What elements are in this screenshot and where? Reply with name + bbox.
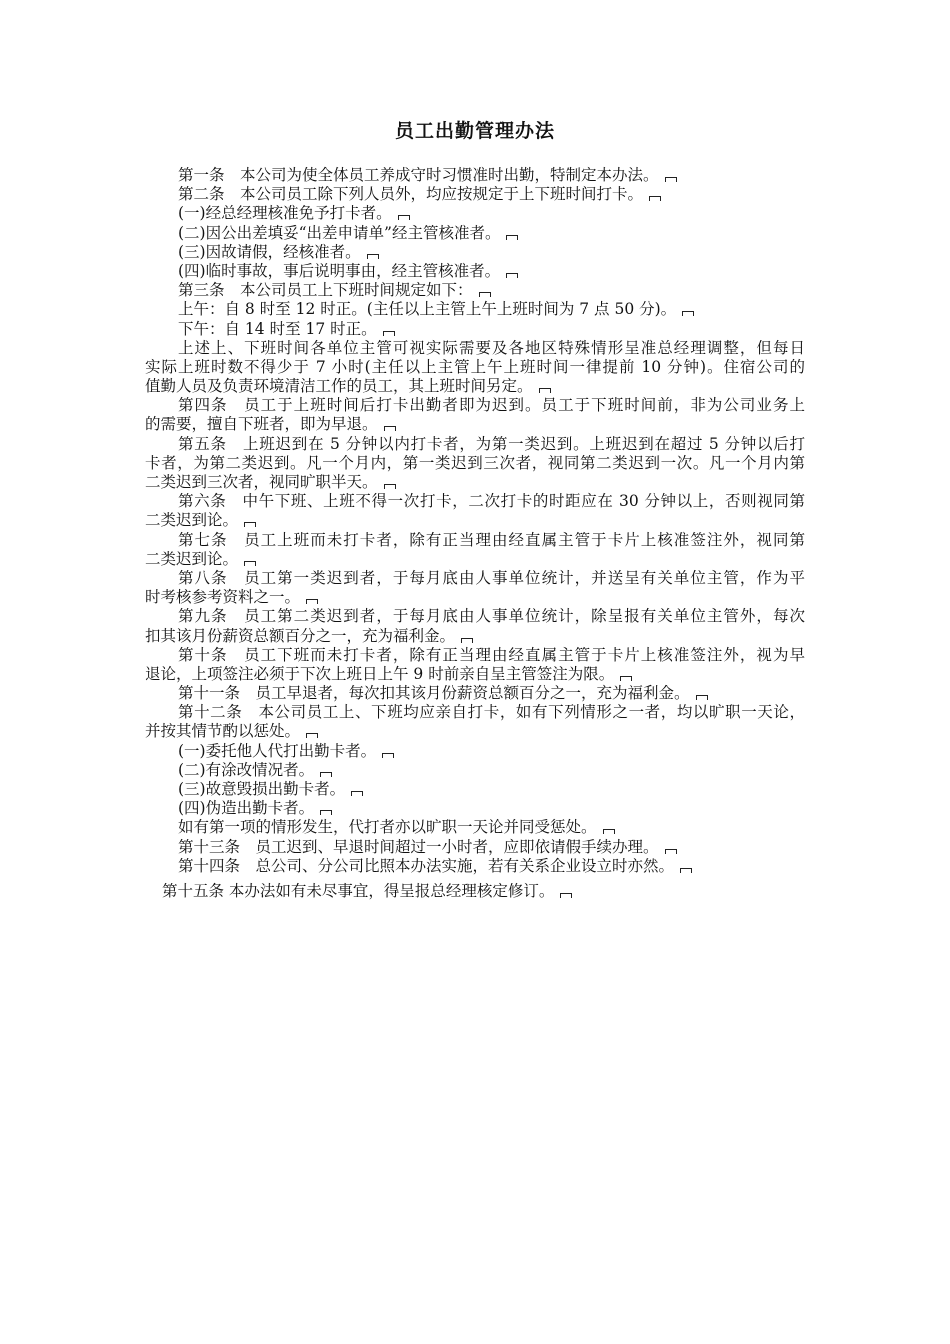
line-text: 的需要，擅自下班者，即为早退。: [145, 415, 378, 434]
line-text: 第八条 员工第一类迟到者，于每月底由人事单位统计，并送呈有关单位主管，作为平: [178, 568, 805, 587]
line-text: (四)伪造出勤卡者。: [178, 799, 315, 818]
paragraph: [145, 818, 805, 837]
line-text: 第四条 员工于上班时间后打卡出勤者即为迟到。员工于下班时间前，非为公司业务上: [178, 396, 805, 415]
text-line: [145, 243, 805, 262]
paragraph-mark-icon: [665, 849, 677, 854]
paragraph-mark-icon: [382, 753, 394, 758]
paragraph: [145, 166, 805, 185]
line-text: 上午：自 8 时至 12 时正。(主任以上主管上午上班时间为 7 点 50 分)。: [178, 300, 677, 319]
paragraph: [145, 569, 805, 607]
text-line: [145, 742, 805, 761]
text-line: [145, 377, 805, 396]
paragraph-article-15: [162, 882, 572, 901]
line-text: 实际上班时数不得少于 7 小时(主任以上主管上午上班时间一律提前 10 分钟)。住宿公司的: [145, 357, 805, 376]
paragraph: [145, 684, 805, 703]
text-line: [145, 531, 805, 550]
text-line: [145, 492, 805, 511]
paragraph-mark-icon: [479, 292, 491, 297]
paragraph-mark-icon: [506, 235, 518, 240]
paragraph: [145, 339, 805, 397]
text-line: [145, 204, 805, 223]
line-text: (二)有涂改情况者。: [178, 760, 315, 779]
paragraph: [145, 185, 805, 204]
paragraph-mark-icon: [461, 638, 473, 643]
text-line: [145, 780, 805, 799]
line-text: 二类迟到三次者，视同旷职半天。: [145, 473, 378, 491]
text-line: [145, 300, 805, 319]
text-line: [145, 224, 805, 243]
text-line: [145, 281, 805, 300]
line-text: 第六条 中午下班、上班不得一次打卡，二次打卡的时距应在 30 分钟以上，否则视同第: [178, 492, 805, 511]
paragraph: [145, 761, 805, 780]
line-text: (三)因故请假，经核准者。: [178, 242, 361, 261]
paragraph-mark-icon: [398, 215, 410, 220]
line-text: 下午：自 14 时至 17 时正。: [178, 319, 377, 338]
line-text: 扣其该月份薪资总额百分之一，充为福利金。: [145, 626, 456, 645]
paragraph: [145, 281, 805, 300]
text-line: [145, 396, 805, 415]
paragraph-mark-icon: [320, 772, 332, 777]
paragraph-mark-icon: [620, 676, 632, 681]
paragraph-mark-icon: [506, 273, 518, 278]
text-line: [145, 703, 805, 722]
text-line: [145, 684, 805, 703]
line-text: 二类迟到论。: [145, 511, 239, 530]
line-text: 二类迟到论。: [145, 549, 239, 568]
line-text: (三)故意毁损出勤卡者。: [178, 780, 346, 798]
text-line: [145, 473, 805, 492]
text-line: [145, 358, 805, 377]
line-text: 第二条 本公司员工除下列人员外，均应按规定于上下班时间打卡。: [178, 185, 644, 204]
line-text: 第七条 员工上班而未打卡者，除有正当理由经直属主管于卡片上核准签注外，视同第: [178, 530, 805, 549]
text-line: [145, 166, 805, 185]
text-line: [145, 761, 805, 780]
paragraph-text: 第十五条 本办法如有未尽事宜，得呈报总经理核定修订。: [162, 882, 555, 900]
text-line: [145, 857, 805, 876]
paragraph: [145, 243, 805, 262]
line-text: 如有第一项的情形发生，代打者亦以旷职一天论并同受惩处。: [178, 818, 597, 837]
text-line: [145, 569, 805, 588]
line-text: 上述上、下班时间各单位主管可视实际需要及各地区特殊情形呈准总经理调整，但每日: [178, 338, 805, 357]
paragraph-mark-icon: [603, 829, 615, 834]
text-line: [145, 665, 805, 684]
paragraph: [145, 204, 805, 223]
text-line: [145, 607, 805, 626]
paragraph-mark-icon: [539, 388, 551, 393]
paragraph-mark-icon: [367, 254, 379, 259]
paragraph-mark-icon: [384, 484, 396, 489]
line-text: 第九条 员工第二类迟到者，于每月底由人事单位统计，除呈报有关单位主管外，每次: [178, 607, 805, 626]
text-line: [145, 339, 805, 358]
text-line: [145, 415, 805, 434]
paragraph-mark-icon: [682, 311, 694, 316]
paragraph-mark-icon: [351, 791, 363, 796]
text-line: [145, 185, 805, 204]
line-text: (四)临时事故，事后说明事由，经主管核准者。: [178, 261, 501, 280]
text-line: [145, 262, 805, 281]
paragraph: [145, 857, 805, 876]
line-text: 第十四条 总公司、分公司比照本办法实施，若有关系企业设立时亦然。: [178, 856, 675, 875]
line-text: 第一条 本公司为使全体员工养成守时习惯准时出勤，特制定本办法。: [178, 166, 659, 184]
line-text: (一)委托他人代打出勤卡者。: [178, 741, 377, 760]
paragraph-mark-icon: [383, 331, 395, 336]
text-line: [145, 799, 805, 818]
paragraph: [145, 300, 805, 319]
line-text: (一)经总经理核准免予打卡者。: [178, 204, 392, 223]
line-text: 值勤人员及负责环境清洁工作的员工，其上班时间另定。: [145, 377, 533, 396]
line-text: 退论，上项签注必须于下次上班日上午 9 时前亲自呈主管签注为限。: [145, 664, 615, 683]
paragraph: [145, 838, 805, 857]
text-line: [145, 627, 805, 646]
text-line: [145, 588, 805, 607]
line-text: 第五条 上班迟到在 5 分钟以内打卡者，为第一类迟到。上班迟到在超过 5 分钟以后打: [178, 434, 805, 453]
line-text: (二)因公出差填妥“出差申请单”经主管核准者。: [178, 223, 501, 242]
paragraph: [145, 742, 805, 761]
text-line: [145, 838, 805, 857]
paragraph-mark-icon: [320, 810, 332, 815]
text-line: [145, 818, 805, 837]
paragraph-mark-icon: [306, 599, 318, 604]
paragraph-mark-icon: [680, 868, 692, 873]
paragraph-mark-icon: [244, 522, 256, 527]
paragraph-mark-icon: [649, 196, 661, 201]
text-line: [145, 722, 805, 741]
paragraph: [145, 396, 805, 434]
paragraph-mark-icon: [244, 561, 256, 566]
paragraph: [145, 262, 805, 281]
paragraph-mark-icon: [560, 893, 572, 898]
text-line: [145, 646, 805, 665]
paragraph: [145, 799, 805, 818]
paragraph: [145, 531, 805, 569]
document-body: [145, 166, 805, 876]
paragraph-mark-icon: [665, 177, 677, 182]
paragraph: [145, 646, 805, 684]
paragraph-mark-icon: [306, 733, 318, 738]
line-text: 第十条 员工下班而未打卡者，除有正当理由经直属主管于卡片上核准签注外，视为早: [178, 645, 805, 664]
paragraph: [145, 492, 805, 530]
line-text: 第三条 本公司员工上下班时间规定如下：: [178, 281, 473, 300]
line-text: 时考核参考资料之一。: [145, 588, 301, 607]
text-line: [145, 320, 805, 339]
paragraph-mark-icon: [384, 426, 396, 431]
document-title: 员工出勤管理办法: [394, 120, 555, 142]
paragraph: [145, 224, 805, 243]
paragraph: [145, 703, 805, 741]
paragraph: [145, 607, 805, 645]
paragraph: [145, 435, 805, 493]
paragraph-mark-icon: [696, 695, 708, 700]
line-text: 第十三条 员工迟到、早退时间超过一小时者，应即依请假手续办理。: [178, 837, 659, 856]
line-text: 并按其情节酌以惩处。: [145, 722, 301, 741]
text-line: [145, 454, 805, 473]
text-line: [145, 511, 805, 530]
paragraph: [145, 780, 805, 799]
line-text: 第十二条 本公司员工上、下班均应亲自打卡，如有下列情形之一者，均以旷职一天论，: [178, 703, 805, 722]
line-text: 第十一条 员工早退者，每次扣其该月份薪资总额百分之一，充为福利金。: [178, 684, 690, 703]
line-text: 卡者，为第二类迟到。凡一个月内，第一类迟到三次者，视同第二类迟到一次。凡一个月内第: [145, 453, 805, 472]
text-line: [145, 550, 805, 569]
paragraph: [145, 320, 805, 339]
text-line: [145, 435, 805, 454]
